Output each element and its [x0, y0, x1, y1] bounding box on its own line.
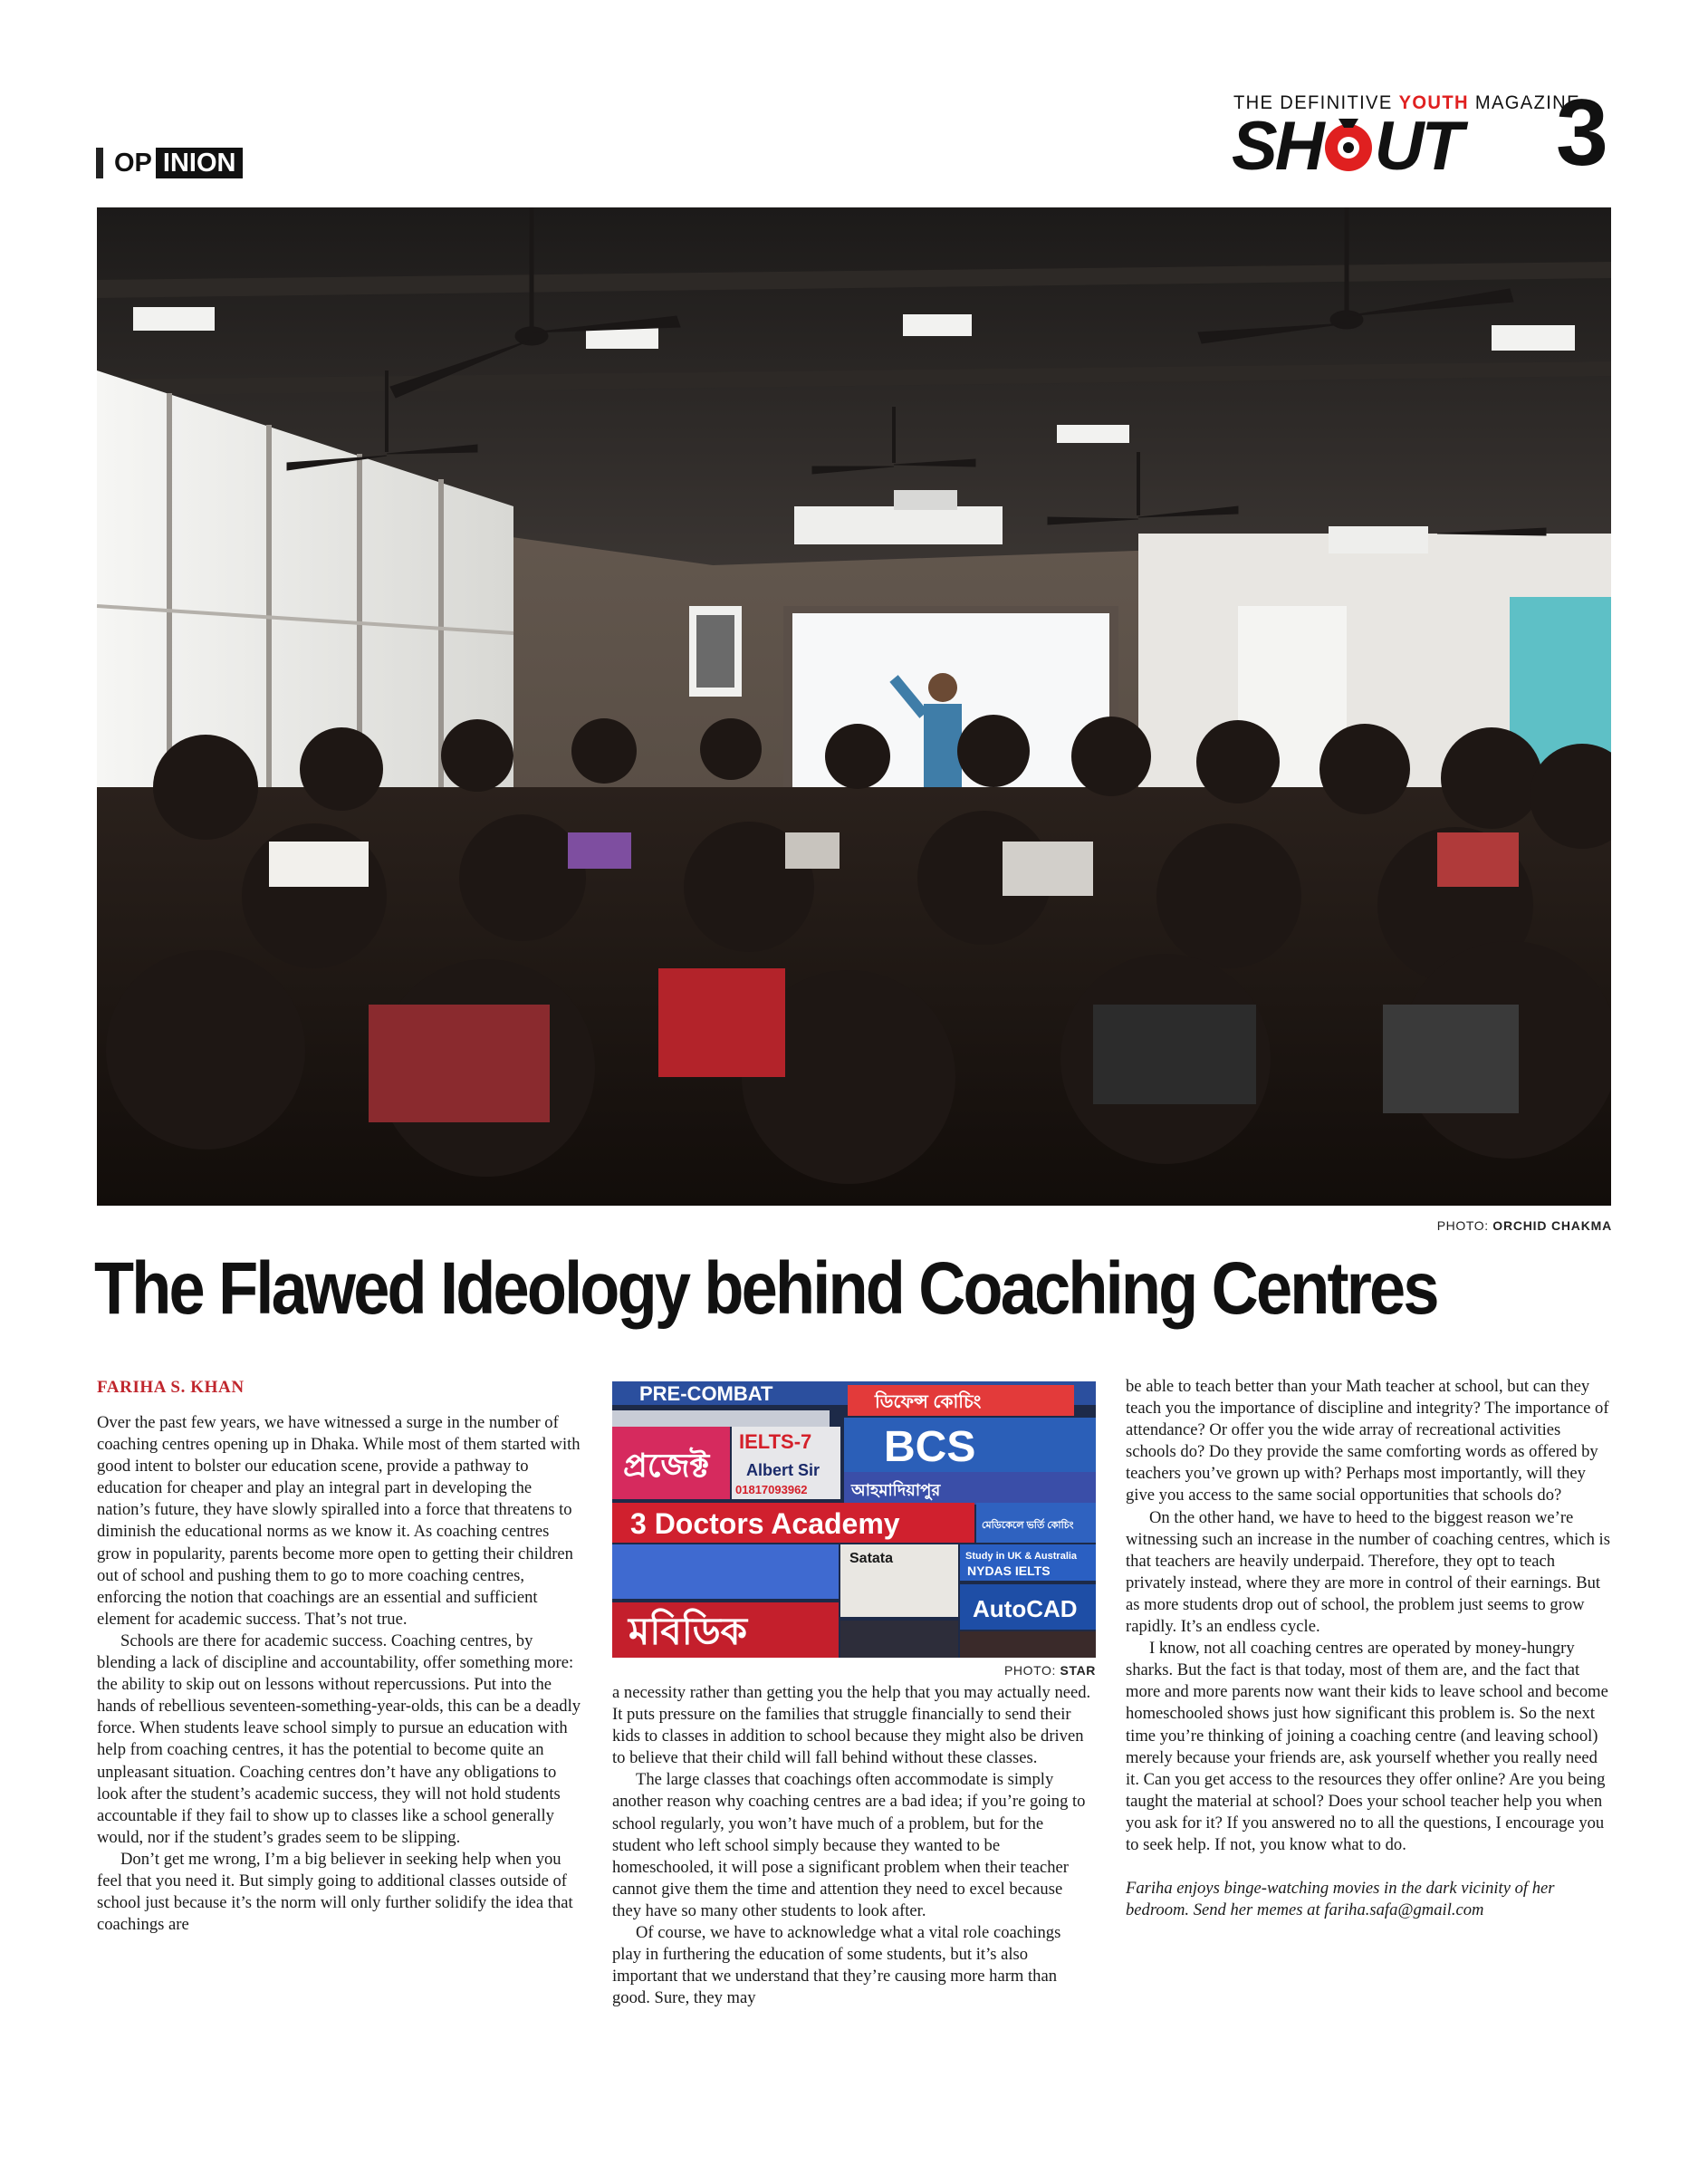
sign-nydas: NYDAS IELTS: [967, 1563, 1051, 1578]
hero-photo-credit: [1437, 1218, 1612, 1233]
paragraph-4: a necessity rather than getting you the help that you may actually need. It puts pressure on the families that struggle financially to send their kids to classes in addition to school because they might also be driven to believe that their child will fall behind without these classes.: [612, 1683, 1091, 1768]
sign-mobidik: মবিডিক: [629, 1610, 748, 1652]
paragraph-5: The large classes that coachings often accommodate is simply another reason why coaching centres are a bad idea; if you’re going to school regularly, you won’t have much of a problem, but for the student who left school simply because they wanted to be homeschooled, it will pose a significant problem when their teacher cannot give them the time and attention they need to excel because they have so many other students to look after.: [612, 1770, 1086, 1920]
tagline-after: MAGAZINE: [1474, 92, 1580, 113]
section-tag: [96, 148, 243, 178]
megaphone-o-icon: [1320, 115, 1377, 175]
sign-project: প্রজেক্ট: [623, 1447, 710, 1484]
sign-bcs: BCS: [884, 1423, 976, 1471]
sign-medical: মেডিকেলে ভর্তি কোচিং: [982, 1520, 1074, 1531]
masthead: [1232, 92, 1612, 183]
signboards-photo: [612, 1381, 1096, 1658]
tagline-before: THE DEFINITIVE: [1233, 92, 1393, 113]
sign-satata: Satata: [849, 1551, 894, 1566]
article-column-1: [97, 1412, 586, 1936]
sign-3-doctors: 3 Doctors Academy: [630, 1507, 900, 1540]
sign-phone: 01817093962: [735, 1483, 808, 1496]
sign-ielts: IELTS-7: [739, 1430, 812, 1453]
author-bio: Fariha enjoys binge-watching movies in the dark vicinity of her bedroom. Send her memes at fariha.safa@gmail.com: [1126, 1879, 1555, 1920]
paragraph-3: Don’t get me wrong, I’m a big believer in seeking help when you feel that you need it. But simply going to additional classes outside of school just because it’s the norm will only further solidify the idea that coachings are: [97, 1849, 573, 1935]
paragraph-8: On the other hand, we have to heed to the biggest reason we’re witnessing such an increase in the number of coaching centres, which is that teachers are heavily underpaid. Therefore, they opt to teach privately instead, where they are more in control of their earnings. But as more students drop out of school, the problem just seems to grow rapidly. It’s an endless cycle.: [1126, 1507, 1610, 1637]
classroom-photo: [97, 207, 1611, 1206]
article-column-2: [612, 1682, 1092, 2009]
inset-photo-credit: [1004, 1663, 1096, 1678]
logo-right: UT: [1374, 108, 1461, 185]
sign-pre-combat: PRE-COMBAT: [639, 1382, 773, 1405]
paragraph-6: Of course, we have to acknowledge what a vital role coachings play in furthering the education of some students, but it’s also important that we understand that they’re causing more harm than good. Sure, they may: [612, 1923, 1061, 2008]
article-column-3: [1126, 1376, 1615, 1921]
paragraph-2: Schools are there for academic success. Coaching centres, by blending a lack of discipline and accountability, offer something more: the ability to skip out on lessons without repercussions. Put into the hands of rebellious seventeen-something-year-olds, this can be a deadly force. When students leave school simply to pursue an education with help from coaching centres, it has the potential to become quite an unpleasant situation. Coaching centres don’t have any obligations to look after the student’s academic success, they will not hold students accountable if they fail to show up to classes like a school generally would, nor if the student’s grades seem to be slipping.: [97, 1630, 581, 1847]
paragraph-1: Over the past few years, we have witnessed a surge in the number of coaching centres opening up in Dhaka. While most of them started with good intent to bolster our education scene, provide a pathway to education for cheaper and play an integral part in developing the nation’s future, they have slowly spiralled into a force that threatens to diminish the educational norms as we know it. As coaching centres grow in popularity, parents become more open to getting their children out of school and pushing them to go to more coaching centres, enforcing the notion that coachings are an essential and sufficient element for academic success. That’s not true.: [97, 1413, 581, 1629]
magazine-logo: [1232, 108, 1461, 185]
tagline-accent: YOUTH: [1398, 92, 1469, 113]
hero-credit-name: ORCHID CHAKMA: [1492, 1218, 1612, 1233]
section-prefix: OP: [114, 149, 152, 178]
hero-credit-label: PHOTO:: [1436, 1218, 1489, 1233]
inset-credit-label: PHOTO:: [1003, 1663, 1057, 1678]
paragraph-7: be able to teach better than your Math teacher at school, but can they teach you the importance of discipline and integrity? The importance of attendance? Or offer you the wide array of recreational activities schools do? Do they provide the same comforting words as offered by teachers you’ve grown up with? Perhaps most importantly, will they give you access to the same social opportunities that schools do?: [1126, 1377, 1609, 1505]
inset-credit-name: STAR: [1060, 1663, 1096, 1678]
section-tag-bar: [96, 148, 103, 178]
article-byline: FARIHA S. KHAN: [97, 1378, 245, 1397]
article-headline: The Flawed Ideology behind Coaching Centres: [94, 1247, 1437, 1330]
logo-left: SH: [1232, 108, 1322, 185]
inset-photo: [612, 1381, 1096, 1658]
sign-defence-coaching: ডিফেন্স কোচিং: [875, 1392, 982, 1412]
sign-albert: Albert Sir: [746, 1461, 820, 1479]
paragraph-9: I know, not all coaching centres are operated by money-hungry sharks. But the fact is that today, most of them are, and the fact that more and more parents now want their kids to leave school and become homeschooled shows just how significant this problem is. So the next time you’re thinking of joining a coaching centre (and leaving school) merely because your friends are, ask yourself whether you really need it. Can you get access to the resources they offer online? Are you being taught the material at school? Does your school teacher help you when you ask for it? If you answered no to all the questions, I encourage you to seek help. If not, you know what to do.: [1126, 1639, 1608, 1854]
sign-ahmadiapur: আহমাদিয়াপুর: [851, 1481, 941, 1499]
sign-study-uk: Study in UK & Australia: [965, 1551, 1078, 1562]
section-label: INION: [156, 148, 244, 178]
sign-autocad: AutoCAD: [973, 1595, 1078, 1622]
hero-photo: [97, 207, 1611, 1206]
page-number: 3: [1556, 81, 1608, 186]
